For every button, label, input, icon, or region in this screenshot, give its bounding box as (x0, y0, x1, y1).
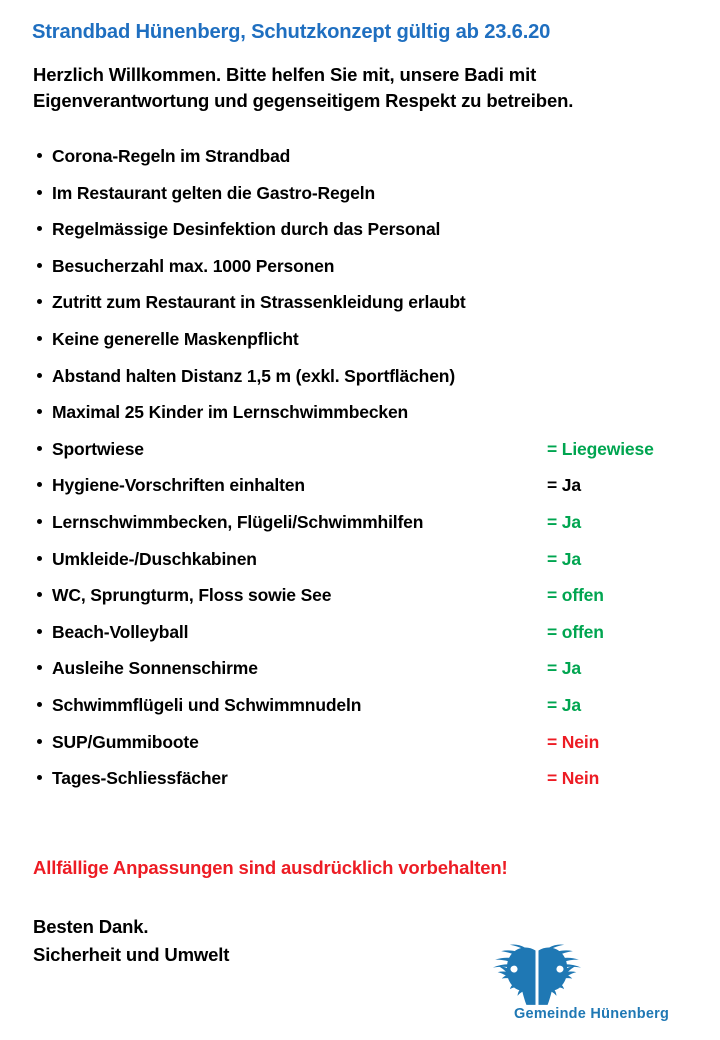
rule-label: Lernschwimmbecken, Flügeli/Schwimmhilfen (52, 511, 424, 532)
rule-label: Abstand halten Distanz 1,5 m (exkl. Sportflächen) (52, 365, 456, 386)
rule-label: Umkleide-/Duschkabinen (52, 548, 257, 569)
intro-line-1: Herzlich Willkommen. Bitte helfen Sie mit, unsere Badi mit (33, 64, 537, 85)
intro-paragraph (33, 62, 633, 114)
bullet-point-icon (37, 446, 42, 451)
rule-label: SUP/Gummiboote (52, 731, 199, 752)
rule-label: Im Restaurant gelten die Gastro-Regeln (52, 182, 375, 203)
bullet-point-icon (37, 519, 42, 524)
municipality-logo (470, 944, 690, 1034)
rules-list (33, 145, 688, 804)
rule-row (33, 621, 688, 658)
rule-label: Regelmässige Desinfektion durch das Personal (52, 219, 441, 240)
rule-label: Beach-Volleyball (52, 621, 189, 642)
rule-row (33, 548, 688, 585)
rule-label: WC, Sprungturm, Floss sowie See (52, 585, 332, 606)
page-title: Strandbad Hünenberg, Schutzkonzept gültig ab 23.6.20 (32, 20, 551, 43)
bullet-point-icon (37, 482, 42, 487)
rule-label: Hygiene-Vorschriften einhalten (52, 475, 305, 496)
rule-label: Maximal 25 Kinder im Lernschwimmbecken (52, 402, 409, 423)
bullet-point-icon (37, 556, 42, 561)
rule-value: = offen (547, 585, 604, 606)
rule-row (33, 401, 688, 438)
rule-row (33, 731, 688, 768)
rule-value: = offen (547, 621, 604, 642)
rule-row (33, 767, 688, 804)
rule-row (33, 511, 688, 548)
bullet-point-icon (37, 226, 42, 231)
bullet-point-icon (37, 665, 42, 670)
rule-row (33, 474, 688, 511)
twin-horse-heads-icon (478, 944, 596, 1006)
rule-row (33, 438, 688, 475)
bullet-point-icon (37, 739, 42, 744)
rule-value: = Ja (547, 475, 581, 496)
rule-label: Corona-Regeln im Strandbad (52, 146, 291, 166)
notice-text: Allfällige Anpassungen sind ausdrücklich vorbehalten! (33, 857, 508, 878)
rule-label: Zutritt zum Restaurant in Strassenkleidung erlaubt (52, 292, 466, 313)
rule-row (33, 145, 688, 182)
bullet-point-icon (37, 629, 42, 634)
rule-row (33, 182, 688, 219)
rule-row (33, 657, 688, 694)
bullet-point-icon (37, 409, 42, 414)
rule-value: = Ja (547, 511, 581, 532)
rule-value: = Ja (547, 658, 581, 679)
bullet-point-icon (37, 336, 42, 341)
rule-row (33, 365, 688, 402)
rule-label: Keine generelle Maskenpflicht (52, 328, 299, 349)
rule-value: = Nein (547, 731, 600, 752)
rule-label: Besucherzahl max. 1000 Personen (52, 255, 335, 276)
bullet-point-icon (37, 263, 42, 268)
bullet-point-icon (37, 592, 42, 597)
bullet-point-icon (37, 702, 42, 707)
rule-row (33, 694, 688, 731)
rule-value: = Liegewiese (547, 438, 654, 459)
bullet-point-icon (37, 299, 42, 304)
bullet-point-icon (37, 373, 42, 378)
rule-label: Tages-Schliessfächer (52, 768, 228, 789)
rule-label: Ausleihe Sonnenschirme (52, 658, 258, 679)
bullet-point-icon (37, 775, 42, 780)
signoff-line-1: Besten Dank. (33, 916, 149, 937)
rule-value: = Nein (547, 768, 600, 789)
rule-row (33, 328, 688, 365)
rule-row (33, 584, 688, 621)
rule-row (33, 218, 688, 255)
bullet-point-icon (37, 153, 42, 158)
rule-label: Schwimmflügeli und Schwimmnudeln (52, 694, 362, 715)
rule-row (33, 291, 688, 328)
intro-line-2: Eigenverantwortung und gegenseitigem Respekt zu betreiben. (33, 90, 574, 111)
rule-row (33, 255, 688, 292)
signoff-block (33, 913, 229, 969)
logo-caption: Gemeinde Hünenberg (514, 1006, 670, 1022)
rule-label: Sportwiese (52, 438, 144, 459)
rule-value: = Ja (547, 694, 581, 715)
bullet-point-icon (37, 190, 42, 195)
rule-value: = Ja (547, 548, 581, 569)
signoff-line-2: Sicherheit und Umwelt (33, 944, 230, 965)
